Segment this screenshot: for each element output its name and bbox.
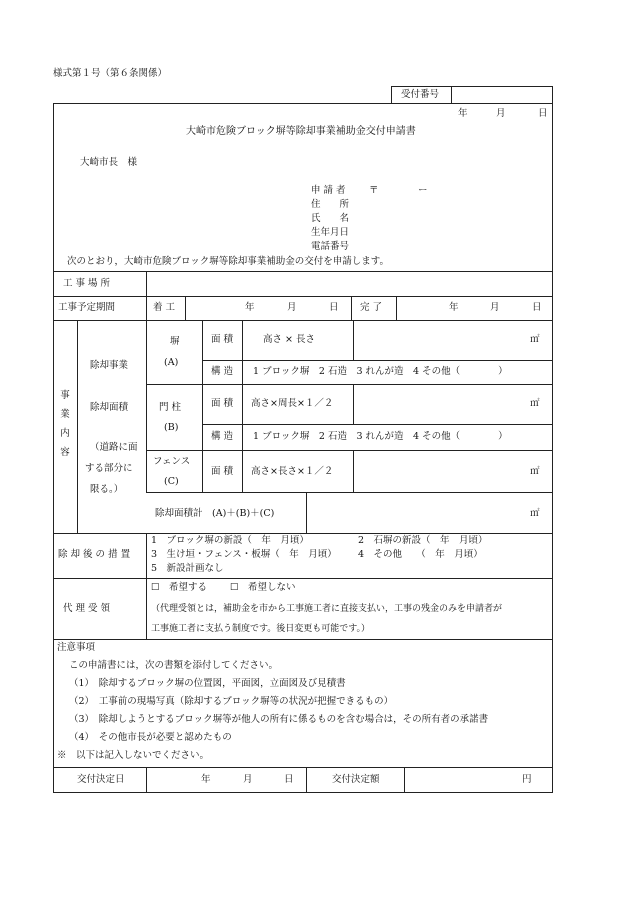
gate-area-formula: 高さ×周長×１／２	[251, 398, 334, 409]
site-label: 工 事 場 所	[63, 278, 111, 289]
applicant-birthdate: 生年月日	[311, 227, 350, 238]
header-month: 月	[496, 108, 506, 119]
after-option-2: 2 石塀の新設（ 年 月頃）	[358, 535, 488, 546]
applicant-name: 氏 名	[311, 213, 350, 224]
schedule-label: 工事予定期間	[58, 302, 116, 313]
notes-item-2: （2） 工事前の現場写真（除却するブロック塀等の状況が把握できるもの）	[69, 696, 394, 707]
postal-mark: 〒	[369, 185, 379, 196]
details-left-5: 限る。）	[90, 484, 124, 495]
notes-heading: 注意事項	[57, 642, 96, 653]
gate-struct-label: 構 造	[211, 431, 234, 442]
schedule-end-month: 月	[490, 302, 500, 313]
fence-area-label: 面 積	[211, 466, 234, 477]
gate-area-label: 面 積	[211, 398, 234, 409]
gate-area-unit: ㎡	[530, 398, 540, 409]
schedule-start-year: 年	[245, 302, 255, 313]
decision-amount-label: 交付決定額	[332, 774, 380, 785]
details-left-4: する部分に	[85, 463, 133, 474]
decision-yen: 円	[522, 774, 532, 785]
schedule-start-label: 着 工	[153, 302, 176, 313]
proxy-note-1: （代理受領とは，補助金を市から工事施工者に直接支払い，工事の残金のみを申請者が	[151, 604, 503, 614]
decision-date-label: 交付決定日	[77, 774, 125, 785]
after-option-1: 1 ブロック塀の新設（ 年 月頃）	[151, 535, 309, 546]
applicant-phone: 電話番号	[311, 241, 350, 252]
header-year: 年	[458, 108, 468, 119]
gate-name: 門 柱	[159, 402, 182, 413]
fence-code: (C)	[164, 476, 179, 487]
document-title: 大崎市危険ブロック塀等除却事業補助金交付申請書	[186, 126, 416, 137]
fence-area-unit: ㎡	[530, 466, 540, 477]
total-area-unit: ㎡	[530, 508, 540, 519]
proxy-label: 代 理 受 領	[63, 603, 111, 614]
total-area-label: 除却面積計 (A)＋(B)＋(C)	[155, 508, 275, 519]
after-option-3: 3 生け垣・フェンス・板塀（ 年 月頃）	[151, 549, 337, 560]
after-option-4: 4 その他 （ 年 月頃）	[358, 549, 483, 560]
notes-item-1: （1） 除却するブロック塀の位置図，平面図，立面図及び見積書	[69, 678, 346, 689]
notes-intro: この申請書には，次の書類を添付してください。	[69, 660, 279, 671]
proxy-option-yes[interactable]: ☐ 希望する	[151, 582, 208, 593]
wall-struct-options: 1 ブロック塀 2 石造 3 れんが造 4 その他（ ）	[253, 366, 508, 377]
fence-area-formula: 高さ×長さ×１／２	[251, 466, 334, 477]
notes-item-4: （4） その他市長が必要と認めたもの	[69, 732, 232, 743]
postal-dash: ー	[418, 185, 428, 196]
wall-area-unit: ㎡	[530, 334, 540, 345]
intro-text: 次のとおり，大崎市危険ブロック塀等除却事業補助金の交付を申請します。	[67, 256, 390, 267]
addressee: 大崎市長 様	[80, 157, 138, 168]
site-input[interactable]	[150, 274, 550, 293]
form-number: 様式第１号（第６条関係）	[53, 68, 168, 79]
decision-month: 月	[243, 774, 253, 785]
details-side-label: 事業内容	[60, 390, 70, 458]
gate-code: (B)	[164, 422, 179, 433]
wall-area-formula: 高さ × 長さ	[263, 334, 315, 345]
applicant-label: 申 請 者	[311, 185, 346, 196]
schedule-end-label: 完 了	[360, 302, 383, 313]
header-day: 日	[538, 108, 548, 119]
after-option-5: 5 新設計画なし	[151, 563, 224, 574]
gate-struct-options: 1 ブロック塀 2 石造 3 れんが造 4 その他（ ）	[253, 431, 508, 442]
schedule-end-year: 年	[449, 302, 459, 313]
notes-item-3: （3） 除却しようとするブロック塀等が他人の所有に係るものを含む場合は，その所有者の承諾書	[69, 714, 489, 725]
proxy-option-no[interactable]: ☐ 希望しない	[230, 582, 296, 593]
details-left-3: （道路に面	[90, 442, 138, 453]
details-left-1: 除却事業	[90, 360, 129, 371]
decision-day: 日	[284, 774, 294, 785]
decision-year: 年	[201, 774, 211, 785]
schedule-start-day: 日	[329, 302, 339, 313]
notes-footnote: ※ 以下は記入しないでください。	[57, 750, 210, 761]
details-left-2: 除却面積	[90, 402, 129, 413]
schedule-start-month: 月	[287, 302, 297, 313]
wall-area-label: 面 積	[211, 334, 234, 345]
wall-struct-label: 構 造	[211, 366, 234, 377]
fence-name: フェンス	[153, 456, 191, 467]
proxy-note-2: 工事施工者に支払う制度です。後日変更も可能です。）	[151, 624, 371, 634]
applicant-address: 住 所	[311, 199, 350, 210]
wall-code: (A)	[164, 357, 179, 368]
after-label: 除 却 後 の 措 置	[58, 549, 131, 560]
wall-name: 塀	[170, 336, 180, 347]
reception-label: 受付番号	[401, 89, 440, 100]
schedule-end-day: 日	[532, 302, 542, 313]
